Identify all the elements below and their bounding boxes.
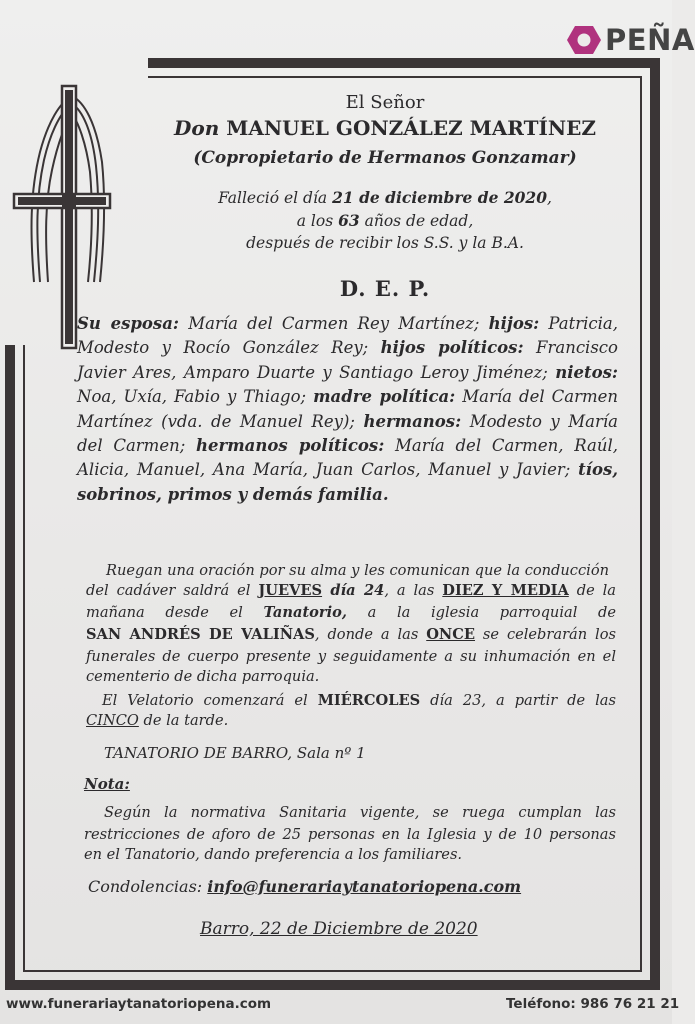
notice-parroquia: SAN ANDRÉS DE VALIÑAS (86, 626, 315, 643)
hermanos: Modesto y María del Carmen; (77, 411, 618, 456)
label-hijos: hijos: (488, 314, 540, 333)
notice-hora: DIEZ Y MEDIA (442, 582, 569, 599)
hexagon-logo-icon (566, 24, 602, 56)
age-prefix: a los (296, 212, 339, 230)
nietos: Noa, Uxía, Fabio y Thiago; (77, 387, 314, 407)
notice-line-1: Ruegan una oración por su alma y les comunican que la conducción (106, 562, 609, 579)
notice-l2-f: de la (568, 582, 616, 599)
velatorio-line-1 (102, 690, 616, 712)
notice-jueves: JUEVES (258, 582, 323, 599)
deceased-full-name: MANUEL GONZÁLEZ MARTÍNEZ (226, 116, 596, 140)
velatorio-e: de la tarde. (138, 712, 229, 729)
nota-line-2: restricciones de aforo de 25 personas en la Iglesia y de 10 personas (84, 826, 616, 843)
notice-l4-d: se celebrarán los (475, 626, 616, 643)
death-date-prefix: Falleció el día (218, 189, 333, 207)
notice-l2-a: del cadáver saldrá el (86, 582, 259, 599)
frame-inner-line-right (640, 76, 642, 972)
label-hermanos: hermanos: (363, 411, 462, 431)
nota-label: Nota: (84, 775, 130, 793)
notice-l4-b: , donde a las (314, 626, 427, 643)
frame-border-right (650, 58, 660, 990)
death-date-line (150, 188, 620, 207)
velatorio-dia: MIÉRCOLES (317, 692, 421, 709)
nota-line-1: Según la normativa Sanitaria vigente, se ruega cumplan las (104, 804, 616, 821)
notice-l3-a: mañana desde el (86, 604, 264, 621)
frame-border-bottom (5, 980, 660, 990)
tanatorio-sala: TANATORIO DE BARRO, Sala nº 1 (104, 744, 366, 762)
notice-line-4 (86, 624, 616, 646)
frame-inner-line-bottom (23, 970, 642, 972)
notice-line-3 (86, 602, 616, 624)
nota-line-3: en el Tanatorio, dando preferencia a los familiares. (84, 846, 463, 863)
demas-familia: tíos, sobrinos, primos y demás familia. (77, 460, 618, 504)
velatorio-a: El Velatorio comenzará el (102, 692, 318, 709)
notice-line-2 (86, 580, 616, 602)
velatorio-c: día 23, a partir de las (420, 692, 616, 709)
frame-inner-line-left (23, 345, 25, 972)
deceased-name (150, 116, 620, 140)
label-madre-politica: madre política: (313, 387, 456, 407)
don-title: Don (174, 116, 220, 140)
velatorio-hora: CINCO (86, 712, 139, 729)
hijos: Patricia, Modesto y Rocío González Rey; (77, 314, 619, 358)
notice-line-5: funerales de cuerpo presente y seguidamente a su inhumación en el (86, 648, 616, 665)
age-line (150, 211, 620, 230)
footer-website-link[interactable]: www.funerariaytanatoriopena.com (6, 996, 272, 1012)
honorific: El Señor (345, 92, 425, 113)
label-esposa: Su esposa: (77, 314, 180, 333)
notice-hora-funeral: ONCE (426, 626, 476, 643)
label-hijos-politicos: hijos políticos: (380, 338, 524, 358)
velatorio-line-2 (86, 712, 228, 729)
deceased-occupation: (Copropietario de Hermanos Gonzamar) (193, 148, 577, 168)
condolencias-label: Condolencias: (88, 877, 208, 896)
frame-border-top (148, 58, 660, 68)
age-suffix: años de edad, (359, 212, 474, 230)
footer-phone: Teléfono: 986 76 21 21 (506, 996, 680, 1012)
notice-dia-24: día 24 (322, 582, 385, 599)
label-hermanos-politicos: hermanos políticos: (196, 436, 385, 456)
madre-politica: María del Carmen Martínez (vda. de Manuel Rey); (77, 387, 619, 431)
frame-border-left (5, 345, 15, 990)
notice-l3-c: a la iglesia parroquial de (346, 604, 616, 621)
condolencias-line (88, 877, 521, 896)
brand-logo-text: PEÑA (605, 23, 695, 57)
family-paragraph (77, 312, 618, 507)
notice-date: Barro, 22 de Diciembre de 2020 (200, 919, 478, 939)
hijos-politicos: Francisco Javier Ares, Amparo Duarte y Santiago Leroy Jiménez; (77, 338, 618, 382)
death-date: 21 de diciembre de 2020 (332, 188, 547, 207)
brand-logo (566, 24, 695, 56)
dep-heading: D. E. P. (339, 276, 431, 301)
cross-icon (12, 82, 112, 350)
frame-inner-line-top (148, 76, 642, 78)
notice-l2-d: , a las (384, 582, 443, 599)
notice-line-6: cementerio de dicha parroquia. (86, 668, 320, 685)
esposa: María del Carmen Rey Martínez; (179, 314, 489, 333)
sacraments-line: después de recibir los S.S. y la B.A. (246, 234, 524, 252)
condolencias-email-link[interactable]: info@funerariaytanatoriopena.com (207, 877, 522, 896)
death-date-suffix: , (546, 189, 552, 207)
label-nietos: nietos: (555, 362, 618, 382)
hermanos-politicos: María del Carmen, Raúl, Alicia, Manuel, Ana María, Juan Carlos, Manuel y Javier; (77, 436, 618, 480)
notice-tanatorio: Tanatorio, (263, 604, 347, 621)
age-value: 63 (338, 211, 360, 230)
